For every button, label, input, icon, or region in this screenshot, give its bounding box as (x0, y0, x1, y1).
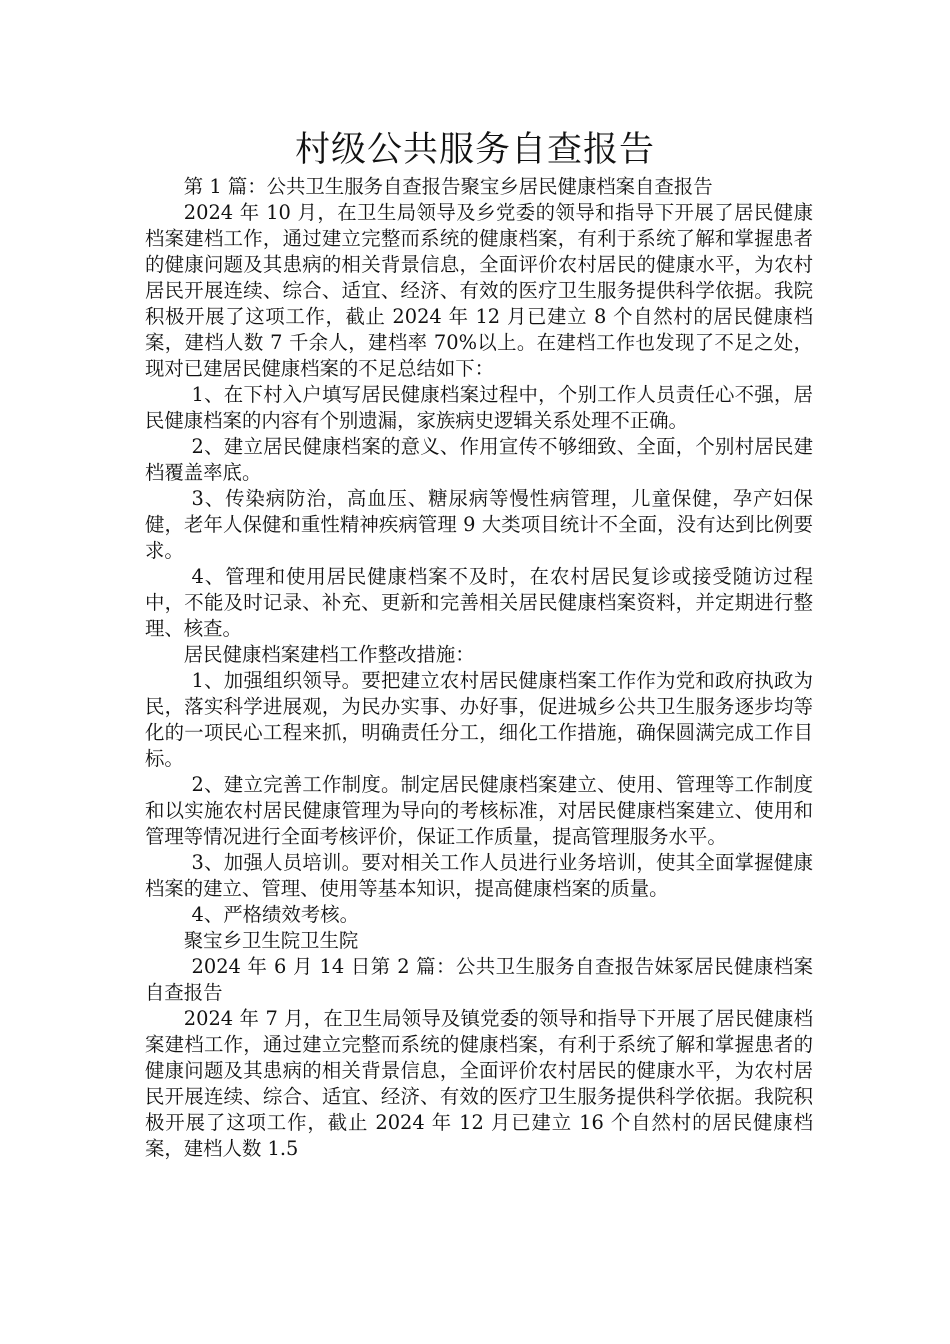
list-item: 1、在下村入户填写居民健康档案过程中，个别工作人员责任心不强，居民健康档案的内容有个别遗漏，家族病史逻辑关系处理不正确。 (145, 383, 813, 432)
list-item: 4、管理和使用居民健康档案不及时，在农村居民复诊或接受随访过程中，不能及时记录、补充、更新和完善相关居民健康档案资料，并定期进行整理、核查。 (145, 565, 813, 640)
document-body (145, 174, 813, 1162)
list-item: 4、严格绩效考核。 (191, 903, 360, 926)
date-and-section-heading: 2024 年 6 月 14 日第 2 篇：公共卫生服务自查报告妹冢居民健康档案自查报告 (145, 955, 813, 1004)
list-item: 2、建立居民健康档案的意义、作用宣传不够细致、全面，个别村居民建档覆盖率底。 (145, 435, 813, 484)
document-title: 村级公共服务自查报告 (294, 130, 655, 170)
list-item: 2、建立完善工作制度。制定居民健康档案建立、使用、管理等工作制度和以实施农村居民健康管理为导向的考核标准，对居民健康档案建立、使用和管理等情况进行全面考核评价，保证工作质量，提高管理服务水平。 (145, 773, 813, 848)
body-paragraph: 2024 年 10 月，在卫生局领导及乡党委的领导和指导下开展了居民健康档案建档工作，通过建立完整而系统的健康档案，有利于系统了解和掌握患者的健康问题及其患病的相关背景信息，全面评价农村居民的健康水平，为农村居民开展连续、综合、适宜、经济、有效的医疗卫生服务提供科学依据。我院积极开展了这项工作，截止 2024 年 12 月已建立 8 个自然村的居民健康档案，建档人数 7 千余人，建档率 70%以上。在建档工作也发现了不足之处，现对已建居民健康档案的不足总结如下： (145, 201, 813, 380)
section-heading: 第 1 篇：公共卫生服务自查报告聚宝乡居民健康档案自查报告 (183, 175, 713, 198)
body-paragraph: 2024 年 7 月，在卫生局领导及镇党委的领导和指导下开展了居民健康档案建档工作，通过建立完整而系统的健康档案，有利于系统了解和掌握患者的健康问题及其患病的相关背景信息，全面评价农村居民的健康水平，为农村居民开展连续、综合、适宜、经济、有效的医疗卫生服务提供科学依据。我院积极开展了这项工作，截止 2024 年 12 月已建立 16 个自然村的居民健康档案，建档人数 1.5 (145, 1007, 813, 1160)
signature-line: 聚宝乡卫生院卫生院 (183, 929, 359, 952)
subsection-heading: 居民健康档案建档工作整改措施： (183, 643, 475, 666)
list-item: 1、加强组织领导。要把建立农村居民健康档案工作作为党和政府执政为民，落实科学进展观，为民办实事、办好事，促进城乡公共卫生服务逐步均等化的一项民心工程来抓，明确责任分工，细化工作措施，确保圆满完成工作目标。 (145, 669, 813, 770)
list-item: 3、加强人员培训。要对相关工作人员进行业务培训，使其全面掌握健康档案的建立、管理、使用等基本知识，提高健康档案的质量。 (145, 851, 813, 900)
list-item: 3、传染病防治，高血压、糖尿病等慢性病管理，儿童保健，孕产妇保健，老年人保健和重性精神疾病管理 9 大类项目统计不全面，没有达到比例要求。 (145, 487, 813, 562)
